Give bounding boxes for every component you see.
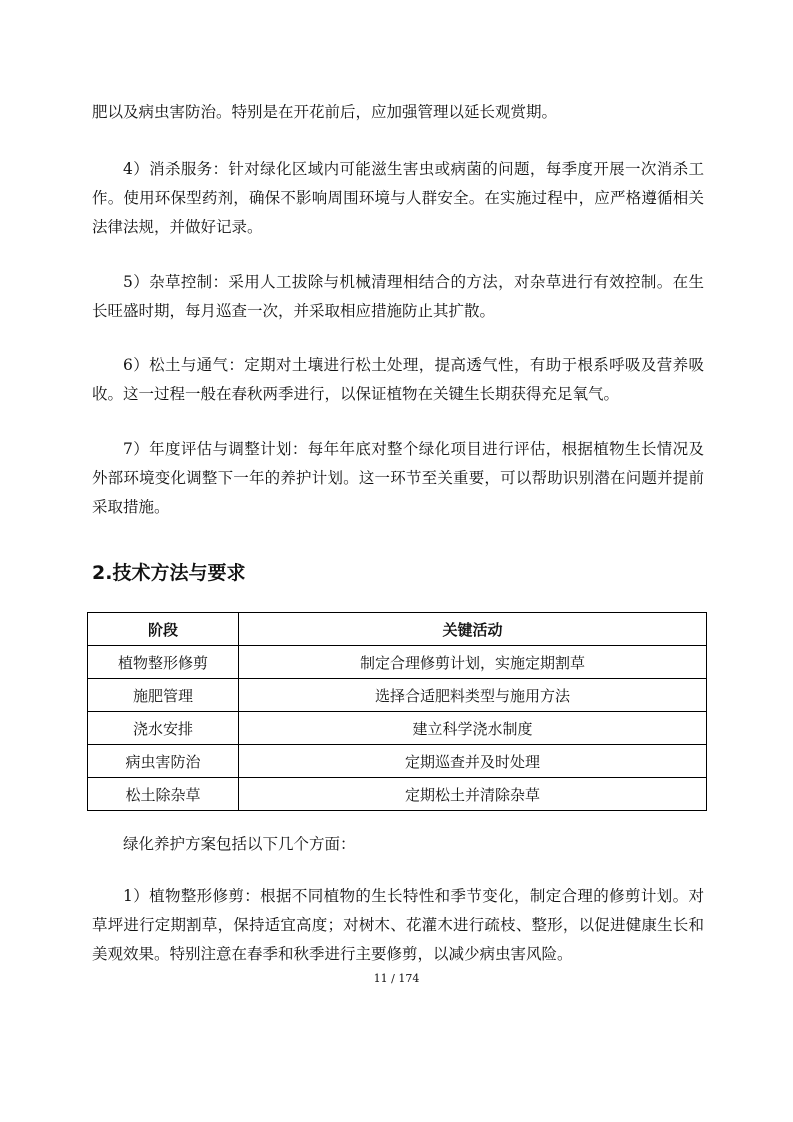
table-cell: 施肥管理 [88,679,239,712]
table-cell: 松土除杂草 [88,778,239,811]
paragraph-soil-aeration: 6）松土与通气：定期对土壤进行松土处理，提高透气性，有助于根系呼吸及营养吸收。这一过程一般在春秋两季进行，以保证植物在关键生长期获得充足氧气。 [92,356,704,403]
table-header: 关键活动 [239,613,707,646]
table-row [88,679,707,712]
table-cell: 浇水安排 [88,712,239,745]
table-row [88,646,707,679]
table-cell: 选择合适肥料类型与施用方法 [239,679,707,712]
table-cell: 定期松土并清除杂草 [239,778,707,811]
paragraph-annual-evaluation: 7）年度评估与调整计划：每年年底对整个绿化项目进行评估，根据植物生长情况及外部环境变化调整下一年的养护计划。这一环节至关重要，可以帮助识别潜在问题并提前采取措施。 [92,440,704,516]
page-number: 11 / 174 [373,972,420,985]
paragraph-weed-control: 5）杂草控制：采用人工拔除与机械清理相结合的方法，对杂草进行有效控制。在生长旺盛时期，每月巡查一次，并采取相应措施防止其扩散。 [92,273,704,320]
paragraph-disinfection: 4）消杀服务：针对绿化区域内可能滋生害虫或病菌的问题，每季度开展一次消杀工作。使用环保型药剂，确保不影响周围环境与人群安全。在实施过程中，应严格遵循相关法律法规，并做好记录。 [92,160,704,236]
table-cell: 建立科学浇水制度 [239,712,707,745]
table-cell: 病虫害防治 [88,745,239,778]
paragraph: 肥以及病虫害防治。特别是在开花前后，应加强管理以延长观赏期。 [92,103,558,121]
section-heading: 2.技术方法与要求 [92,562,246,584]
paragraph-intro: 绿化养护方案包括以下几个方面： [123,835,356,853]
paragraph-pruning: 1）植物整形修剪：根据不同植物的生长特性和季节变化，制定合理的修剪计划。对草坪进行定期割草，保持适宜高度；对树木、花灌木进行疏枝、整形，以促进健康生长和美观效果。特别注意在春季和秋季进行主要修剪，以减少病虫害风险。 [92,887,704,963]
table-cell: 制定合理修剪计划，实施定期割草 [239,646,707,679]
table-row [88,745,707,778]
table-header: 阶段 [88,613,239,646]
table-row [88,712,707,745]
table-cell: 植物整形修剪 [88,646,239,679]
activities-table [87,612,707,811]
table-header-row [88,613,707,646]
table-row [88,778,707,811]
table-cell: 定期巡查并及时处理 [239,745,707,778]
